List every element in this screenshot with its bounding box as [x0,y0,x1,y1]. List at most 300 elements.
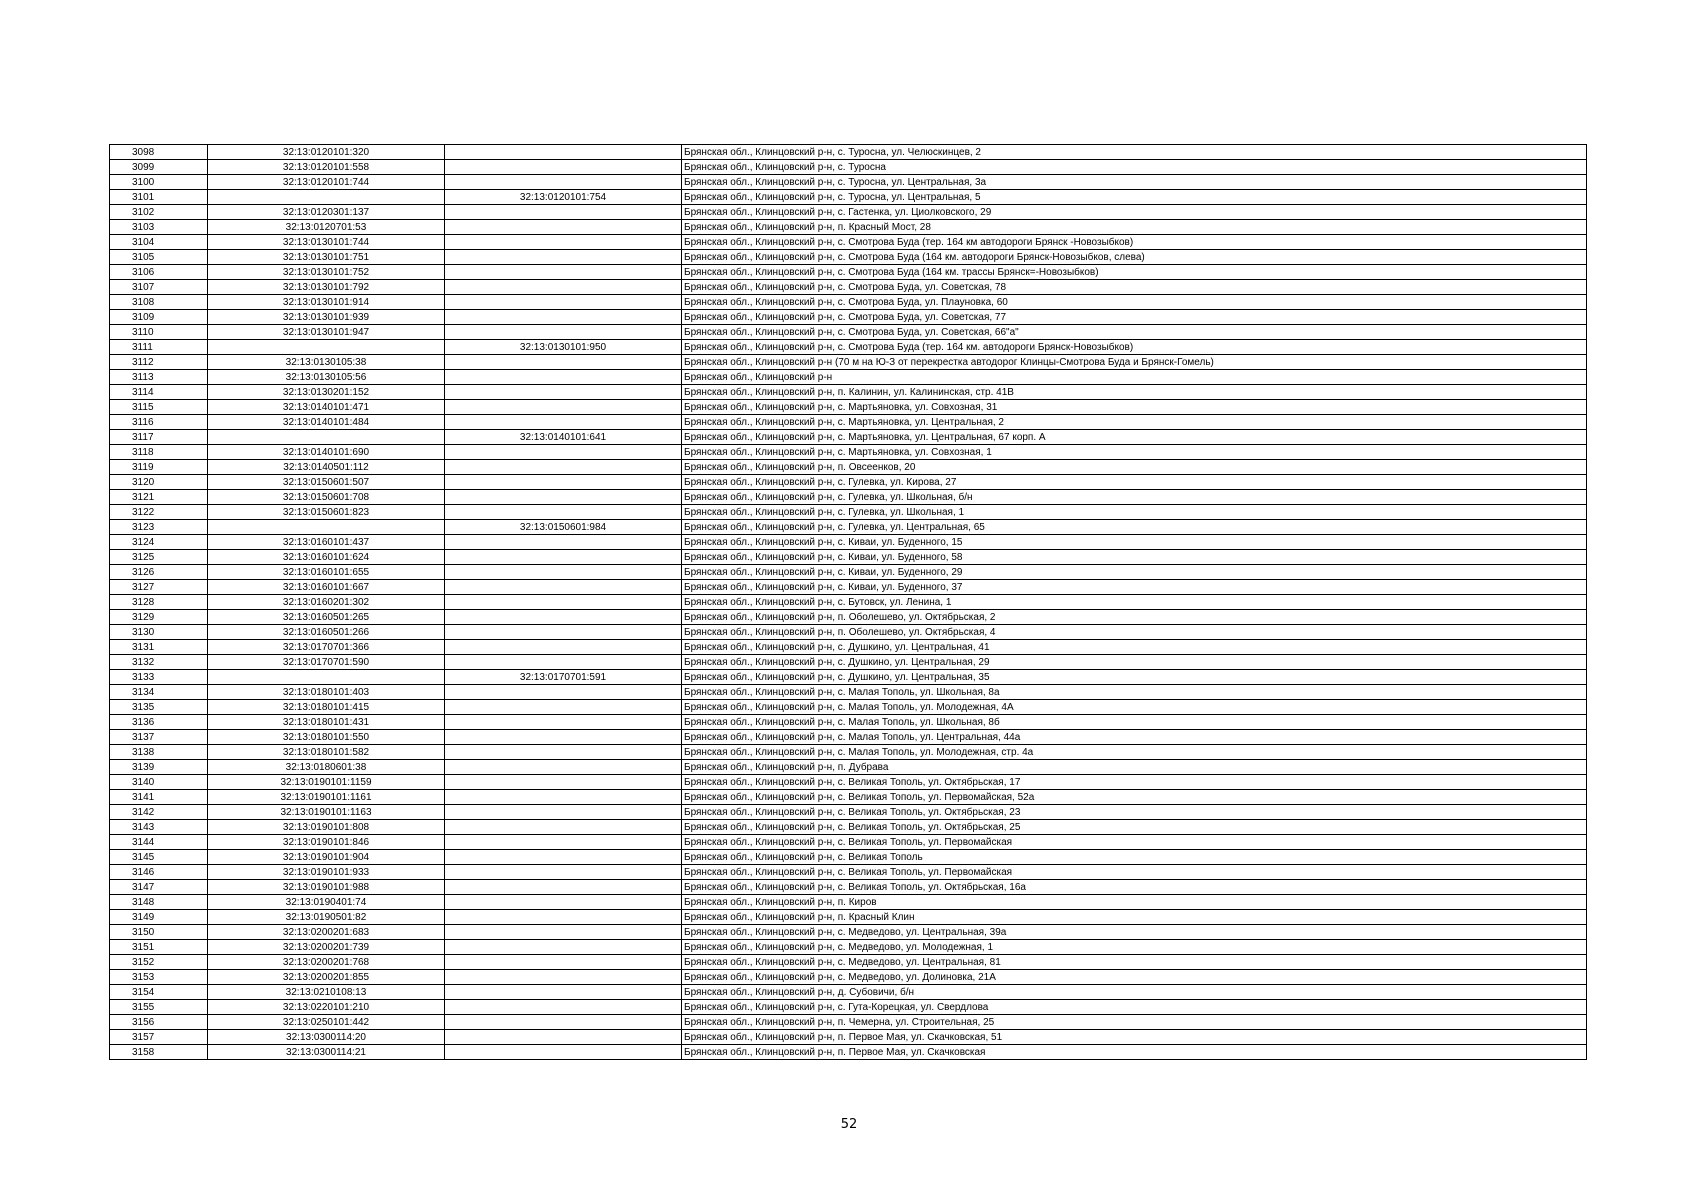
cadastral-number-alt-cell [445,865,682,880]
address-cell: Брянская обл., Клинцовский р-н, с. Бутовск, ул. Ленина, 1 [682,595,1587,610]
address-cell: Брянская обл., Клинцовский р-н, с. Туросна [682,160,1587,175]
table-row [110,1015,1587,1030]
table-row [110,355,1587,370]
row-number-cell: 3135 [110,700,208,715]
cadastral-number-alt-cell [445,775,682,790]
row-number-cell: 3103 [110,220,208,235]
cadastral-number-alt-cell [445,550,682,565]
address-cell: Брянская обл., Клинцовский р-н, с. Мартьяновка, ул. Совхозная, 1 [682,445,1587,460]
cadastral-number-alt-cell [445,205,682,220]
address-cell: Брянская обл., Клинцовский р-н, с. Гастенка, ул. Циолковского, 29 [682,205,1587,220]
table-row [110,685,1587,700]
cadastral-number-cell: 32:13:0180101:415 [208,700,445,715]
address-cell: Брянская обл., Клинцовский р-н, с. Мартьяновка, ул. Центральная, 2 [682,415,1587,430]
row-number-cell: 3153 [110,970,208,985]
cadastral-number-alt-cell [445,730,682,745]
address-cell: Брянская обл., Клинцовский р-н, с. Киваи, ул. Буденного, 37 [682,580,1587,595]
address-cell: Брянская обл., Клинцовский р-н, с. Смотрова Буда, ул. Советская, 66"а" [682,325,1587,340]
cadastral-number-cell: 32:13:0130201:152 [208,385,445,400]
row-number-cell: 3105 [110,250,208,265]
property-table [109,144,1587,1060]
row-number-cell: 3112 [110,355,208,370]
cadastral-number-alt-cell [445,580,682,595]
cadastral-number-cell: 32:13:0190101:808 [208,820,445,835]
address-cell: Брянская обл., Клинцовский р-н (70 м на Ю-З от перекрестка автодорог Клинцы-Смотрова Буда и Брянск-Гомель) [682,355,1587,370]
cadastral-number-alt-cell [445,415,682,430]
table-row [110,880,1587,895]
cadastral-number-alt-cell [445,745,682,760]
table-row [110,640,1587,655]
row-number-cell: 3106 [110,265,208,280]
cadastral-number-alt-cell [445,445,682,460]
address-cell: Брянская обл., Клинцовский р-н, с. Туросна, ул. Челюскинцев, 2 [682,145,1587,160]
address-cell: Брянская обл., Клинцовский р-н, с. Великая Тополь, ул. Октябрьская, 17 [682,775,1587,790]
cadastral-number-alt-cell [445,1015,682,1030]
cadastral-number-alt-cell [445,385,682,400]
table-row [110,970,1587,985]
address-cell: Брянская обл., Клинцовский р-н, с. Душкино, ул. Центральная, 29 [682,655,1587,670]
table-row [110,820,1587,835]
table-row [110,715,1587,730]
cadastral-number-cell: 32:13:0130101:752 [208,265,445,280]
table-row [110,370,1587,385]
address-cell: Брянская обл., Клинцовский р-н, с. Смотрова Буда (тер. 164 км. автодороги Брянск-Новозыбков) [682,340,1587,355]
table-row [110,670,1587,685]
address-cell: Брянская обл., Клинцовский р-н, с. Туросна, ул. Центральная, 5 [682,190,1587,205]
address-cell: Брянская обл., Клинцовский р-н, с. Смотрова Буда, ул. Советская, 77 [682,310,1587,325]
address-cell: Брянская обл., Клинцовский р-н, с. Гулевка, ул. Кирова, 27 [682,475,1587,490]
cadastral-number-cell: 32:13:0300114:20 [208,1030,445,1045]
cadastral-number-cell: 32:13:0150601:507 [208,475,445,490]
cadastral-number-alt-cell: 32:13:0140101:641 [445,430,682,445]
cadastral-number-cell: 32:13:0160101:655 [208,565,445,580]
cadastral-number-alt-cell [445,700,682,715]
cadastral-number-cell: 32:13:0130105:38 [208,355,445,370]
row-number-cell: 3110 [110,325,208,340]
cadastral-number-alt-cell [445,910,682,925]
row-number-cell: 3126 [110,565,208,580]
row-number-cell: 3143 [110,820,208,835]
cadastral-number-alt-cell [445,280,682,295]
cadastral-number-cell: 32:13:0160201:302 [208,595,445,610]
address-cell: Брянская обл., Клинцовский р-н, с. Великая Тополь, ул. Октябрьская, 25 [682,820,1587,835]
cadastral-number-cell: 32:13:0190101:904 [208,850,445,865]
cadastral-number-alt-cell [445,790,682,805]
cadastral-number-alt-cell [445,895,682,910]
row-number-cell: 3144 [110,835,208,850]
cadastral-number-cell: 32:13:0200201:855 [208,970,445,985]
row-number-cell: 3149 [110,910,208,925]
cadastral-number-cell: 32:13:0180101:403 [208,685,445,700]
row-number-cell: 3102 [110,205,208,220]
cadastral-number-cell: 32:13:0150601:708 [208,490,445,505]
cadastral-number-cell: 32:13:0190101:1161 [208,790,445,805]
address-cell: Брянская обл., Клинцовский р-н, с. Душкино, ул. Центральная, 35 [682,670,1587,685]
table-row [110,205,1587,220]
row-number-cell: 3145 [110,850,208,865]
table-row [110,1000,1587,1015]
address-cell: Брянская обл., Клинцовский р-н, с. Великая Тополь, ул. Первомайская [682,865,1587,880]
cadastral-number-cell: 32:13:0170701:366 [208,640,445,655]
table-row [110,160,1587,175]
address-cell: Брянская обл., Клинцовский р-н, с. Малая Тополь, ул. Школьная, 8б [682,715,1587,730]
cadastral-number-cell: 32:13:0150601:823 [208,505,445,520]
cadastral-number-cell: 32:13:0200201:768 [208,955,445,970]
cadastral-number-alt-cell [445,565,682,580]
cadastral-number-cell: 32:13:0160101:667 [208,580,445,595]
row-number-cell: 3118 [110,445,208,460]
table-row [110,835,1587,850]
row-number-cell: 3101 [110,190,208,205]
address-cell: Брянская обл., Клинцовский р-н, с. Гулевка, ул. Школьная, б/н [682,490,1587,505]
cadastral-number-alt-cell [445,880,682,895]
table-row [110,250,1587,265]
cadastral-number-alt-cell [445,805,682,820]
table-row [110,505,1587,520]
cadastral-number-alt-cell [445,1030,682,1045]
cadastral-number-cell [208,430,445,445]
address-cell: Брянская обл., Клинцовский р-н, с. Киваи, ул. Буденного, 58 [682,550,1587,565]
table-row [110,745,1587,760]
row-number-cell: 3139 [110,760,208,775]
row-number-cell: 3140 [110,775,208,790]
table-row [110,430,1587,445]
cadastral-number-alt-cell [445,400,682,415]
cadastral-number-alt-cell: 32:13:0120101:754 [445,190,682,205]
address-cell: Брянская обл., Клинцовский р-н, с. Великая Тополь, ул. Октябрьская, 23 [682,805,1587,820]
table-row [110,445,1587,460]
table-row [110,1030,1587,1045]
address-cell: Брянская обл., Клинцовский р-н, с. Малая Тополь, ул. Школьная, 8а [682,685,1587,700]
address-cell: Брянская обл., Клинцовский р-н, п. Красный Мост, 28 [682,220,1587,235]
table-row [110,190,1587,205]
cadastral-number-cell: 32:13:0130101:939 [208,310,445,325]
row-number-cell: 3142 [110,805,208,820]
row-number-cell: 3122 [110,505,208,520]
cadastral-number-cell: 32:13:0130101:914 [208,295,445,310]
cadastral-number-alt-cell [445,970,682,985]
address-cell: Брянская обл., Клинцовский р-н, с. Мартьяновка, ул. Совхозная, 31 [682,400,1587,415]
table-row [110,520,1587,535]
table-row [110,565,1587,580]
cadastral-number-cell: 32:13:0190501:82 [208,910,445,925]
address-cell: Брянская обл., Клинцовский р-н, с. Киваи, ул. Буденного, 29 [682,565,1587,580]
table-row [110,475,1587,490]
row-number-cell: 3134 [110,685,208,700]
table-row [110,865,1587,880]
row-number-cell: 3133 [110,670,208,685]
cadastral-number-alt-cell [445,1045,682,1060]
cadastral-number-alt-cell [445,985,682,1000]
cadastral-number-cell [208,190,445,205]
cadastral-number-cell: 32:13:0180101:550 [208,730,445,745]
property-table-body [110,145,1587,1060]
table-row [110,175,1587,190]
table-row [110,895,1587,910]
address-cell: Брянская обл., Клинцовский р-н, с. Великая Тополь, ул. Октябрьская, 16а [682,880,1587,895]
cadastral-number-alt-cell [445,610,682,625]
cadastral-number-alt-cell: 32:13:0170701:591 [445,670,682,685]
row-number-cell: 3120 [110,475,208,490]
row-number-cell: 3113 [110,370,208,385]
cadastral-number-cell: 32:13:0200201:739 [208,940,445,955]
cadastral-number-alt-cell [445,310,682,325]
address-cell: Брянская обл., Клинцовский р-н, п. Первое Мая, ул. Скачковская, 51 [682,1030,1587,1045]
cadastral-number-cell: 32:13:0120701:53 [208,220,445,235]
cadastral-number-cell: 32:13:0130101:751 [208,250,445,265]
address-cell: Брянская обл., Клинцовский р-н, п. Первое Мая, ул. Скачковская [682,1045,1587,1060]
cadastral-number-alt-cell [445,625,682,640]
cadastral-number-cell: 32:13:0170701:590 [208,655,445,670]
cadastral-number-alt-cell: 32:13:0130101:950 [445,340,682,355]
row-number-cell: 3115 [110,400,208,415]
table-row [110,610,1587,625]
cadastral-number-cell: 32:13:0210108:13 [208,985,445,1000]
cadastral-number-cell: 32:13:0130101:947 [208,325,445,340]
cadastral-number-alt-cell [445,925,682,940]
cadastral-number-cell: 32:13:0140101:690 [208,445,445,460]
cadastral-number-alt-cell [445,220,682,235]
cadastral-number-cell: 32:13:0120101:744 [208,175,445,190]
address-cell: Брянская обл., Клинцовский р-н, п. Овсеенков, 20 [682,460,1587,475]
cadastral-number-cell: 32:13:0130101:744 [208,235,445,250]
cadastral-number-cell: 32:13:0300114:21 [208,1045,445,1060]
row-number-cell: 3157 [110,1030,208,1045]
cadastral-number-cell: 32:13:0160501:265 [208,610,445,625]
address-cell: Брянская обл., Клинцовский р-н, с. Туросна, ул. Центральная, 3а [682,175,1587,190]
table-row [110,460,1587,475]
row-number-cell: 3146 [110,865,208,880]
address-cell: Брянская обл., Клинцовский р-н, п. Калинин, ул. Калининская, стр. 41В [682,385,1587,400]
row-number-cell: 3128 [110,595,208,610]
table-row [110,655,1587,670]
page-number: 52 [840,1117,858,1132]
address-cell: Брянская обл., Клинцовский р-н, п. Оболешево, ул. Октябрьская, 2 [682,610,1587,625]
table-row [110,235,1587,250]
cadastral-number-cell: 32:13:0180101:431 [208,715,445,730]
row-number-cell: 3127 [110,580,208,595]
cadastral-number-cell: 32:13:0190101:846 [208,835,445,850]
table-row [110,325,1587,340]
row-number-cell: 3132 [110,655,208,670]
table-row [110,595,1587,610]
address-cell: Брянская обл., Клинцовский р-н, с. Великая Тополь, ул. Первомайская, 52а [682,790,1587,805]
cadastral-number-alt-cell [445,685,682,700]
address-cell: Брянская обл., Клинцовский р-н, д. Субовичи, б/н [682,985,1587,1000]
table-row [110,265,1587,280]
cadastral-number-cell: 32:13:0160101:624 [208,550,445,565]
cadastral-number-alt-cell [445,160,682,175]
row-number-cell: 3155 [110,1000,208,1015]
row-number-cell: 3125 [110,550,208,565]
cadastral-number-cell: 32:13:0160501:266 [208,625,445,640]
table-row [110,385,1587,400]
address-cell: Брянская обл., Клинцовский р-н, с. Медведово, ул. Центральная, 81 [682,955,1587,970]
table-row [110,310,1587,325]
table-row [110,955,1587,970]
row-number-cell: 3147 [110,880,208,895]
cadastral-number-cell: 32:13:0140101:484 [208,415,445,430]
cadastral-number-alt-cell [445,595,682,610]
table-row [110,415,1587,430]
cadastral-number-alt-cell [445,535,682,550]
row-number-cell: 3121 [110,490,208,505]
table-row [110,940,1587,955]
table-row [110,280,1587,295]
row-number-cell: 3100 [110,175,208,190]
address-cell: Брянская обл., Клинцовский р-н, с. Смотрова Буда, ул. Советская, 78 [682,280,1587,295]
table-row [110,340,1587,355]
address-cell: Брянская обл., Клинцовский р-н [682,370,1587,385]
cadastral-number-alt-cell [445,355,682,370]
cadastral-number-alt-cell [445,265,682,280]
row-number-cell: 3156 [110,1015,208,1030]
table-row [110,295,1587,310]
row-number-cell: 3116 [110,415,208,430]
cadastral-number-alt-cell [445,145,682,160]
table-row [110,700,1587,715]
table-row [110,550,1587,565]
row-number-cell: 3111 [110,340,208,355]
table-row [110,1045,1587,1060]
table-row [110,910,1587,925]
row-number-cell: 3131 [110,640,208,655]
row-number-cell: 3129 [110,610,208,625]
cadastral-number-cell: 32:13:0180601:38 [208,760,445,775]
row-number-cell: 3108 [110,295,208,310]
table-row [110,490,1587,505]
cadastral-number-alt-cell [445,295,682,310]
cadastral-number-cell: 32:13:0190101:1163 [208,805,445,820]
cadastral-number-cell: 32:13:0250101:442 [208,1015,445,1030]
cadastral-number-alt-cell [445,955,682,970]
table-row [110,850,1587,865]
table-row [110,220,1587,235]
address-cell: Брянская обл., Клинцовский р-н, с. Малая Тополь, ул. Молодежная, 4А [682,700,1587,715]
row-number-cell: 3141 [110,790,208,805]
address-cell: Брянская обл., Клинцовский р-н, с. Медведово, ул. Долиновка, 21А [682,970,1587,985]
cadastral-number-alt-cell: 32:13:0150601:984 [445,520,682,535]
cadastral-number-alt-cell [445,370,682,385]
address-cell: Брянская обл., Клинцовский р-н, п. Чемерна, ул. Строительная, 25 [682,1015,1587,1030]
row-number-cell: 3152 [110,955,208,970]
row-number-cell: 3138 [110,745,208,760]
address-cell: Брянская обл., Клинцовский р-н, п. Киров [682,895,1587,910]
row-number-cell: 3119 [110,460,208,475]
address-cell: Брянская обл., Клинцовский р-н, с. Гулевка, ул. Школьная, 1 [682,505,1587,520]
cadastral-number-cell: 32:13:0190401:74 [208,895,445,910]
address-cell: Брянская обл., Клинцовский р-н, с. Мартьяновка, ул. Центральная, 67 корп. А [682,430,1587,445]
cadastral-number-alt-cell [445,490,682,505]
cadastral-number-cell: 32:13:0140101:471 [208,400,445,415]
cadastral-number-alt-cell [445,940,682,955]
cadastral-number-cell: 32:13:0120101:320 [208,145,445,160]
address-cell: Брянская обл., Клинцовский р-н, с. Гулевка, ул. Центральная, 65 [682,520,1587,535]
row-number-cell: 3114 [110,385,208,400]
cadastral-number-cell: 32:13:0130101:792 [208,280,445,295]
cadastral-number-cell: 32:13:0140501:112 [208,460,445,475]
row-number-cell: 3148 [110,895,208,910]
table-row [110,760,1587,775]
address-cell: Брянская обл., Клинцовский р-н, с. Смотрова Буда (тер. 164 км автодороги Брянск -Новозыбков) [682,235,1587,250]
cadastral-number-cell [208,520,445,535]
row-number-cell: 3098 [110,145,208,160]
cadastral-number-alt-cell [445,640,682,655]
table-row [110,805,1587,820]
table-row [110,535,1587,550]
address-cell: Брянская обл., Клинцовский р-н, с. Великая Тополь, ул. Первомайская [682,835,1587,850]
address-cell: Брянская обл., Клинцовский р-н, п. Красный Клин [682,910,1587,925]
address-cell: Брянская обл., Клинцовский р-н, с. Великая Тополь [682,850,1587,865]
address-cell: Брянская обл., Клинцовский р-н, с. Малая Тополь, ул. Молодежная, стр. 4а [682,745,1587,760]
cadastral-number-cell: 32:13:0120301:137 [208,205,445,220]
row-number-cell: 3109 [110,310,208,325]
cadastral-number-alt-cell [445,820,682,835]
address-cell: Брянская обл., Клинцовский р-н, с. Смотрова Буда, ул. Плауновка, 60 [682,295,1587,310]
address-cell: Брянская обл., Клинцовский р-н, с. Медведово, ул. Молодежная, 1 [682,940,1587,955]
row-number-cell: 3117 [110,430,208,445]
cadastral-number-cell: 32:13:0220101:210 [208,1000,445,1015]
table-row [110,145,1587,160]
address-cell: Брянская обл., Клинцовский р-н, с. Смотрова Буда (164 км. трассы Брянск=-Новозыбков) [682,265,1587,280]
row-number-cell: 3104 [110,235,208,250]
cadastral-number-cell [208,340,445,355]
cadastral-number-alt-cell [445,235,682,250]
cadastral-number-alt-cell [445,715,682,730]
table-row [110,730,1587,745]
row-number-cell: 3124 [110,535,208,550]
address-cell: Брянская обл., Клинцовский р-н, с. Смотрова Буда (164 км. автодороги Брянск-Новозыбков, слева) [682,250,1587,265]
cadastral-number-alt-cell [445,850,682,865]
cadastral-number-cell: 32:13:0160101:437 [208,535,445,550]
row-number-cell: 3130 [110,625,208,640]
cadastral-number-alt-cell [445,325,682,340]
address-cell: Брянская обл., Клинцовский р-н, с. Душкино, ул. Центральная, 41 [682,640,1587,655]
table-row [110,985,1587,1000]
cadastral-number-cell: 32:13:0120101:558 [208,160,445,175]
cadastral-number-cell: 32:13:0190101:933 [208,865,445,880]
cadastral-number-cell: 32:13:0180101:582 [208,745,445,760]
cadastral-number-alt-cell [445,835,682,850]
cadastral-number-cell [208,670,445,685]
address-cell: Брянская обл., Клинцовский р-н, с. Медведово, ул. Центральная, 39а [682,925,1587,940]
row-number-cell: 3107 [110,280,208,295]
cadastral-number-cell: 32:13:0190101:1159 [208,775,445,790]
row-number-cell: 3150 [110,925,208,940]
table-row [110,400,1587,415]
row-number-cell: 3154 [110,985,208,1000]
cadastral-number-alt-cell [445,505,682,520]
cadastral-number-cell: 32:13:0200201:683 [208,925,445,940]
cadastral-number-alt-cell [445,655,682,670]
table-row [110,925,1587,940]
address-cell: Брянская обл., Клинцовский р-н, п. Оболешево, ул. Октябрьская, 4 [682,625,1587,640]
table-row [110,625,1587,640]
cadastral-number-alt-cell [445,250,682,265]
cadastral-number-cell: 32:13:0190101:988 [208,880,445,895]
row-number-cell: 3136 [110,715,208,730]
address-cell: Брянская обл., Клинцовский р-н, п. Дубрава [682,760,1587,775]
cadastral-number-cell: 32:13:0130105:56 [208,370,445,385]
row-number-cell: 3099 [110,160,208,175]
cadastral-number-alt-cell [445,1000,682,1015]
row-number-cell: 3123 [110,520,208,535]
cadastral-number-alt-cell [445,475,682,490]
cadastral-number-alt-cell [445,760,682,775]
address-cell: Брянская обл., Клинцовский р-н, с. Киваи, ул. Буденного, 15 [682,535,1587,550]
cadastral-number-alt-cell [445,175,682,190]
row-number-cell: 3158 [110,1045,208,1060]
